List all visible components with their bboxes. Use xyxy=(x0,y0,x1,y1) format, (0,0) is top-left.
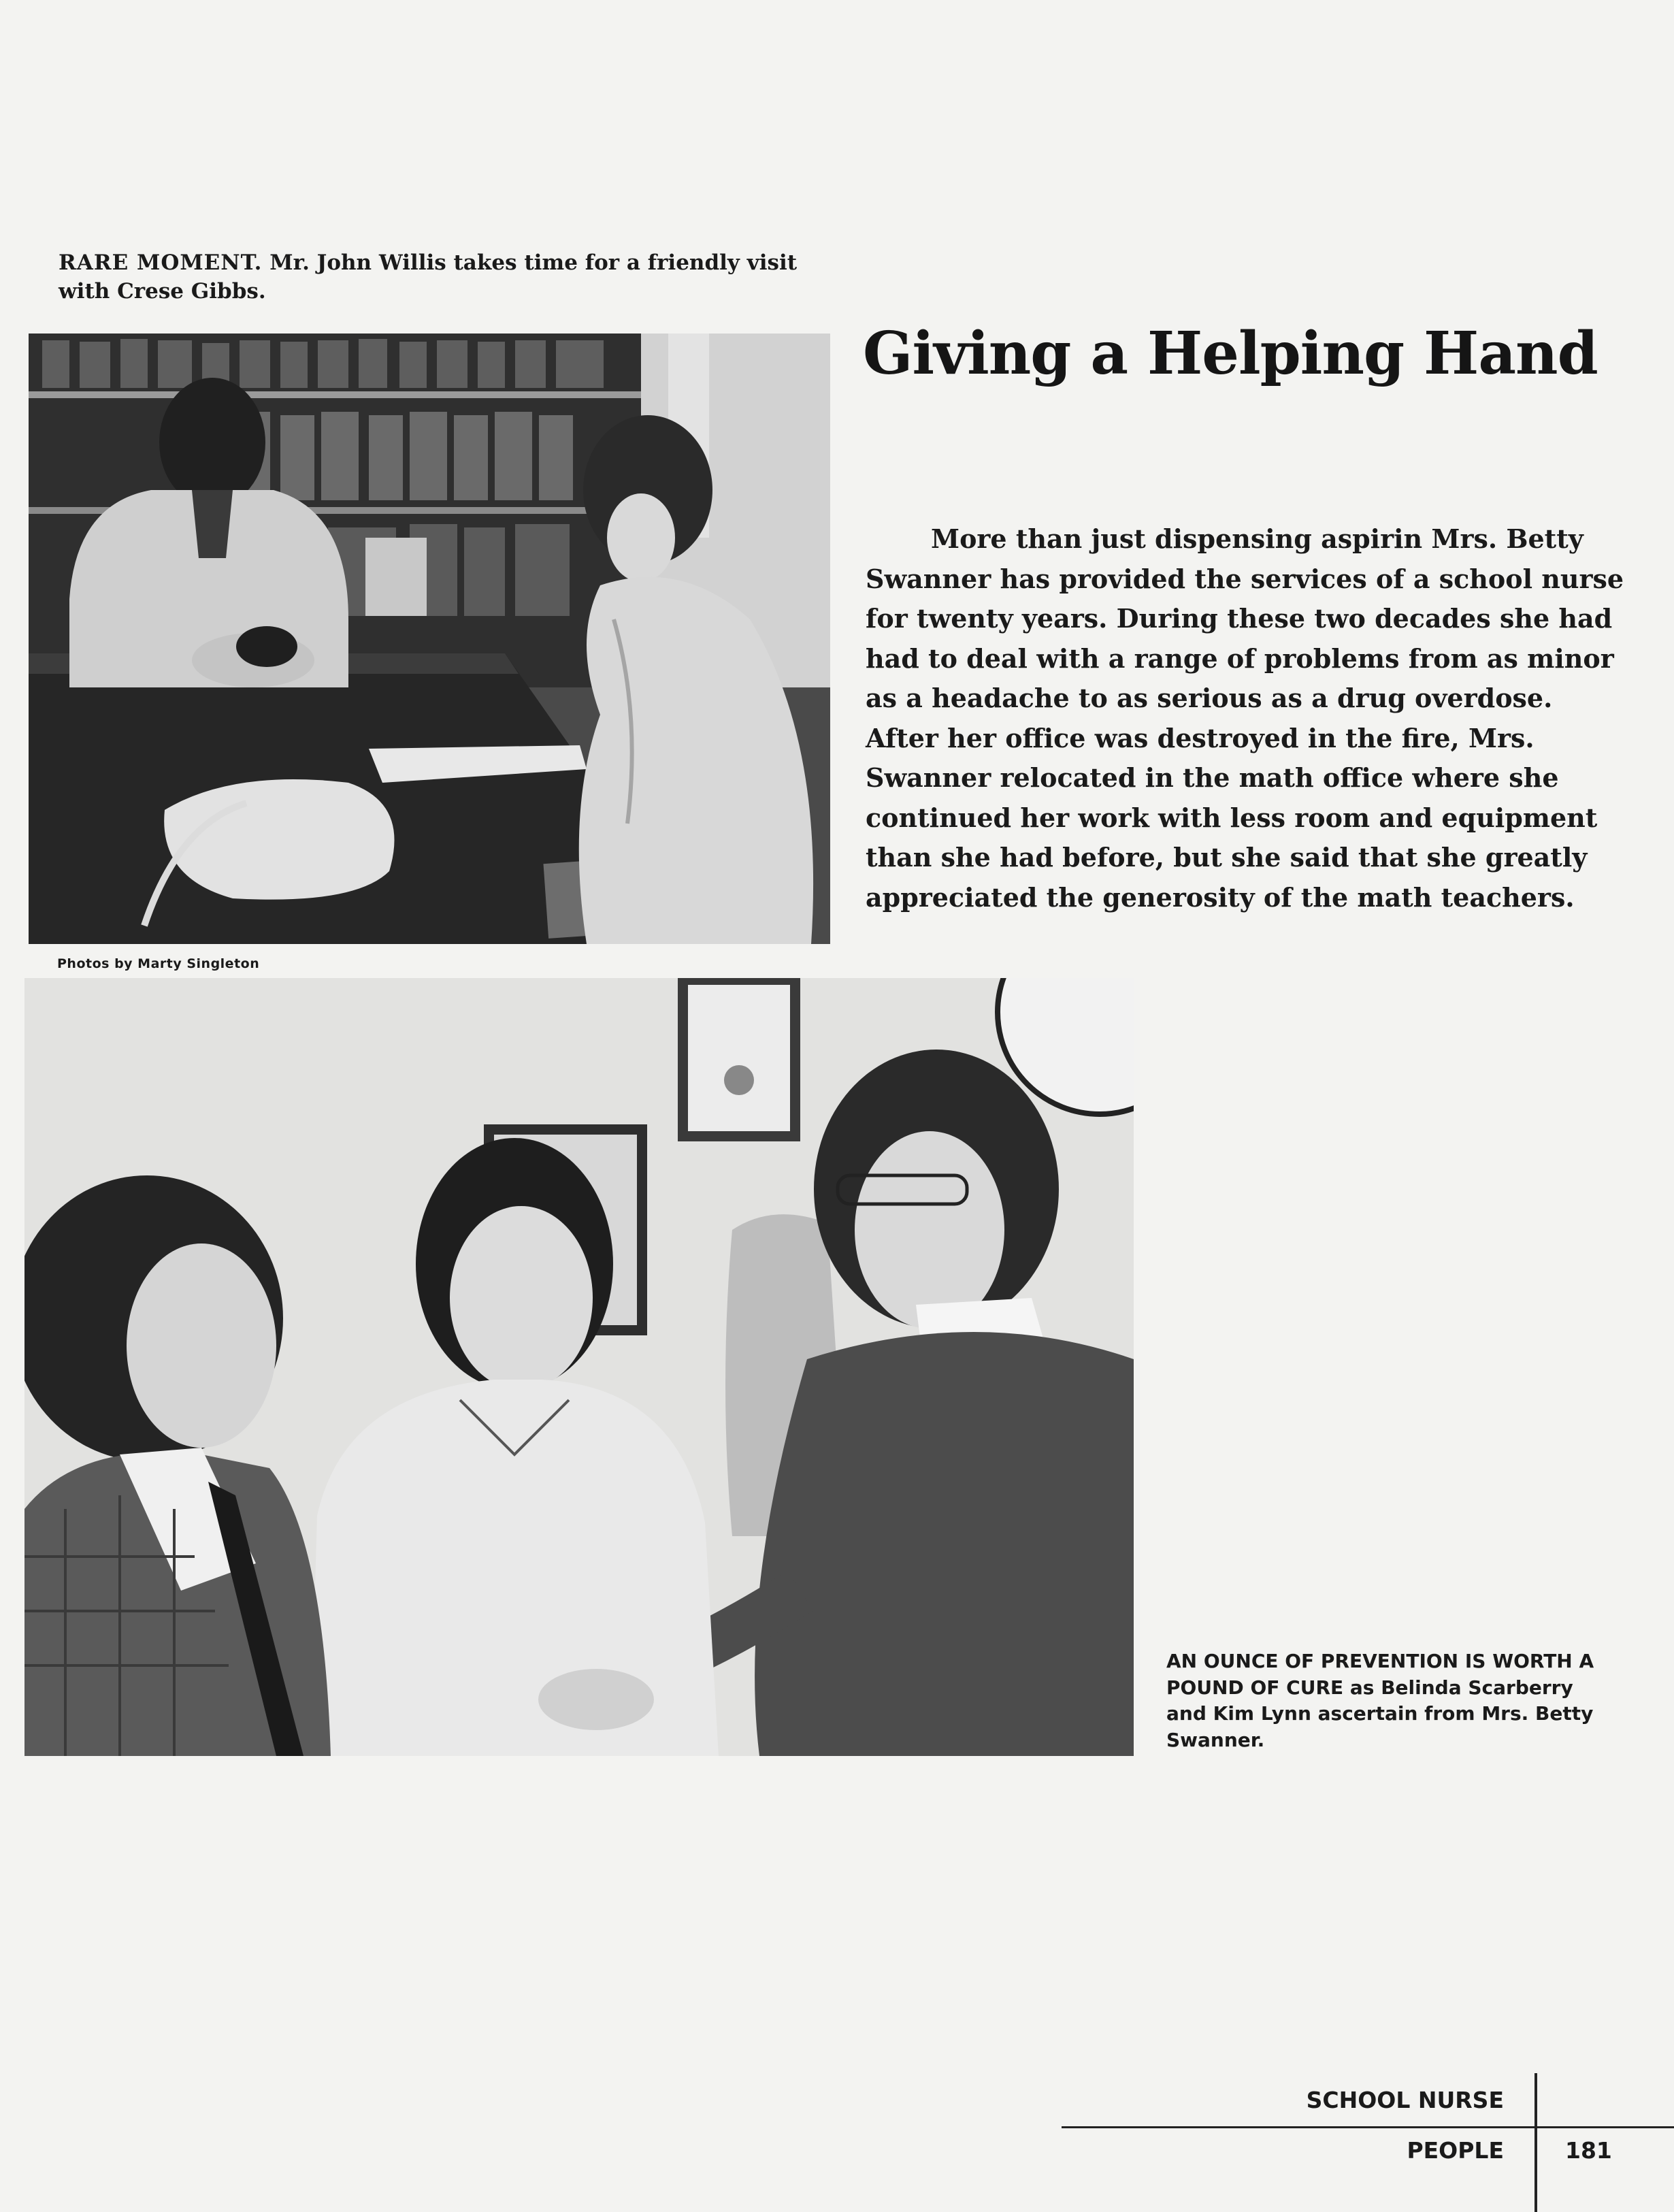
library-photo-illustration xyxy=(29,334,830,944)
photo-credit: Photos by Marty Singleton xyxy=(57,956,260,971)
bottom-caption-lead: AN OUNCE OF PREVENTION IS WORTH A POUND OF CURE xyxy=(1166,1650,1594,1699)
footer-rule xyxy=(1062,2126,1674,2128)
top-photo-caption xyxy=(59,248,821,306)
article-body-text: More than just dispensing aspirin Mrs. Betty Swanner has provided the services of a school nurse for twenty years. During these two decades she had had to deal with a range of problems from as minor as a headache to as serious as a drug overdose. After her office was destroyed in the fire, Mrs. Swanner relocated in the math office where she continued her work with less room and equipment than she had before, but she said that she greatly appreciated the generosity of the math teachers. xyxy=(866,523,1624,913)
footer-section-title: SCHOOL NURSE xyxy=(1306,2087,1504,2113)
bottom-caption-text: as Belinda Scarberry and Kim Lynn ascertain from Mrs. Betty Swanner. xyxy=(1166,1676,1594,1751)
top-caption-text: Mr. John Willis takes time for a friendly visit with Crese Gibbs. xyxy=(59,250,798,304)
footer-subsection: PEOPLE xyxy=(1407,2137,1504,2164)
bottom-photo-caption xyxy=(1166,1648,1602,1753)
nurse-office-photo xyxy=(24,978,1134,1756)
footer-divider xyxy=(1534,2073,1537,2212)
nurse-office-photo-illustration xyxy=(24,978,1134,1756)
page-number: 181 xyxy=(1565,2137,1612,2164)
headline: Giving a Helping Hand xyxy=(863,319,1598,388)
top-caption-lead: RARE MOMENT. xyxy=(59,250,263,275)
article-body xyxy=(866,519,1628,917)
library-photo xyxy=(29,334,830,944)
